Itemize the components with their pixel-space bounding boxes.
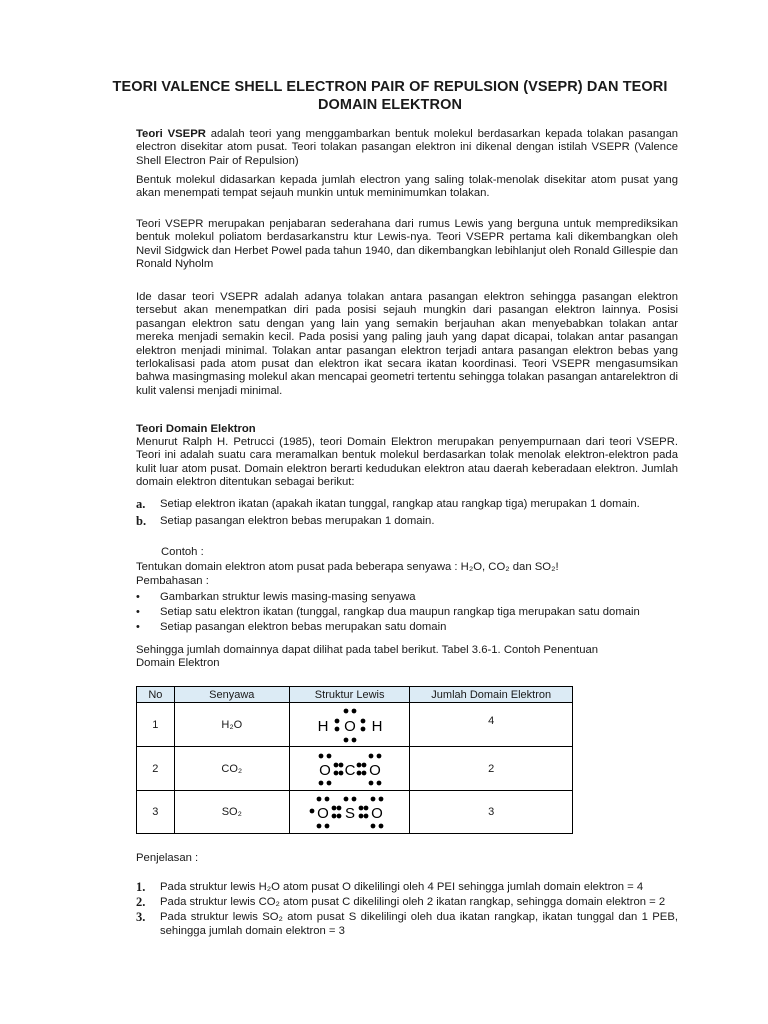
lewis-structure-so2 [308,792,392,832]
explanation-marker: 1. [136,880,146,894]
contoh-question: Tentukan domain elektron atom pusat pada beberapa senyawa : H₂O, CO₂ dan SO₂! [136,561,559,573]
table-caption: Sehingga jumlah domainnya dapat dilihat pada tabel berikut. Tabel 3.6-1. Contoh Penentuan Domain Elektron [136,644,599,670]
paragraph-vsepr-basic-idea: Ide dasar teori VSEPR adalah adanya tolakan antara pasangan elektron sehingga pasangan elektron tersebut akan menempatkan diri pada posisi sejauh mungkin dari pasangan elektron lainnya. Posisi pasangan elektron satu dengan yang lain yang semakin berjauhan akan menyebabkan tolakan antar mereka menjadi semakin kecil. Pada posisi yang paling jauh yang dapat dicapai, tolakan antar pasangan elektron menjadi minimal. Tolakan antar pasangan elektron terjadi antara pasangan elektron bebas yang terlokalisasi pada atom pusat dan elektron ikat secara ikatan koordinasi. Teori VSEPR mengasumsikan bahwa masingmasing molekul akan mencapai geometri tertentu sehingga tolakan pasangan antarelektron di kulit valensi menjadi minimal. [136,291,678,397]
lewis-atom: C [344,761,356,779]
heading-teori-domain-elektron: Teori Domain Elektron [136,423,256,435]
cell-senyawa: SO₂ [174,791,289,834]
cell-no: 3 [137,791,175,834]
rule-marker: b. [136,514,147,528]
bullet-marker: • [136,621,140,633]
cell-lewis [289,747,410,791]
bullet-marker: • [136,591,140,603]
contoh-label: Contoh : [161,546,204,558]
lewis-atom: O [316,805,329,822]
bullet-text: Setiap pasangan elektron bebas merupakan satu domain [160,621,447,633]
lewis-atom: H [371,717,383,735]
bullet-text: Gambarkan struktur lewis masing-masing senyawa [160,591,416,603]
domain-table [136,686,573,834]
explanation-marker: 2. [136,895,146,909]
lewis-atom: O [318,761,331,779]
cell-lewis [289,791,410,834]
lewis-structure-co2 [308,749,392,789]
header-struktur-lewis: Struktur Lewis [289,687,410,703]
penjelasan-label: Penjelasan : [136,852,199,864]
lewis-atom: H [317,717,329,735]
cell-domain: 3 [410,791,573,834]
rule-text: Setiap elektron ikatan (apakah ikatan tunggal, rangkap atau rangkap tiga) merupakan 1 domain. [160,498,640,510]
table-row [137,747,573,791]
cell-no: 2 [137,747,175,791]
table-header-row [137,687,573,703]
header-senyawa: Senyawa [174,687,289,703]
cell-senyawa: CO₂ [174,747,289,791]
header-no: No [137,687,175,703]
lewis-atom: O [370,805,383,822]
lewis-structure-h2o [308,705,392,745]
paragraph-molecular-shape: Bentuk molekul didasarkan kepada jumlah electron yang saling tolak-menolak disekitar atom pusat yang akan menempati tempat sejauh munkin untuk meminimumkan tolakan. [136,174,678,200]
explanation-text: Pada struktur lewis SO₂ atom pusat S dikelilingi oleh dua ikatan rangkap, ikatan tunggal dan 1 PEB, sehingga jumlah domain elektron = 3 [160,911,678,937]
definition-text: adalah teori yang menggambarkan bentuk molekul berdasarkan kepada tolakan pasangan electron disekitar atom pusat. Teori tolakan pasangan elektron ini dikenal dengan istilah VSEPR (Valence Shell Electron Pair of Repulsion) [136,128,679,167]
pembahasan-label: Pembahasan : [136,575,209,587]
paragraph-vsepr-definition [136,128,678,168]
paragraph-vsepr-history: Teori VSEPR merupakan penjabaran sederahana dari rumus Lewis yang berguna untuk memprediksikan bentuk molekul poliatom berdasarkanstru ktur Lewis-nya. Teori VSEPR pertama kali dikembangkan oleh Nevil Sidgwick dan Herbet Powel pada tahun 1940, dan dikembangkan lebihlanjut oleh Ronald Gillespie dan Ronald Nyholm [136,218,678,271]
paragraph-domain-theory: Menurut Ralph H. Petrucci (1985), teori Domain Elektron merupakan penyempurnaan dari teori VSEPR. Teori ini adalah suatu cara meramalkan bentuk molekul berdasarkan tolak menolak elektron-elektron pada kulit luar atom pusat. Domain elektron berarti kedudukan elektron atau daerah keberadaan elektron. Jumlah domain elektron ditentukan sebagai berikut: [136,436,678,489]
document-title: TEORI VALENCE SHELL ELECTRON PAIR OF REPULSION (VSEPR) DAN TEORI DOMAIN ELEKTRON [112,79,668,113]
bullet-marker: • [136,606,140,618]
explanation-text: Pada struktur lewis CO₂ atom pusat C dikelilingi oleh 2 ikatan rangkap, sehingga domain elektron = 2 [160,896,666,908]
table-row [137,703,573,747]
cell-domain: 4 [410,703,573,747]
bullet-text: Setiap satu elektron ikatan (tunggal, rangkap dua maupun rangkap tiga merupakan satu domain [160,606,640,618]
header-jumlah-domain: Jumlah Domain Elektron [410,687,573,703]
rule-marker: a. [136,497,146,511]
explanation-text: Pada struktur lewis H₂O atom pusat O dikelilingi oleh 4 PEI sehingga jumlah domain elektron = 4 [160,881,644,893]
rule-text: Setiap pasangan elektron bebas merupakan 1 domain. [160,515,435,527]
cell-senyawa: H₂O [174,703,289,747]
lewis-atom: S [344,805,355,822]
cell-no: 1 [137,703,175,747]
table-row [137,791,573,834]
lewis-atom: O [368,761,381,779]
explanation-marker: 3. [136,910,146,924]
term-teori-vsepr: Teori VSEPR [136,128,206,140]
lewis-atom: O [343,717,356,735]
cell-lewis [289,703,410,747]
cell-domain: 2 [410,747,573,791]
